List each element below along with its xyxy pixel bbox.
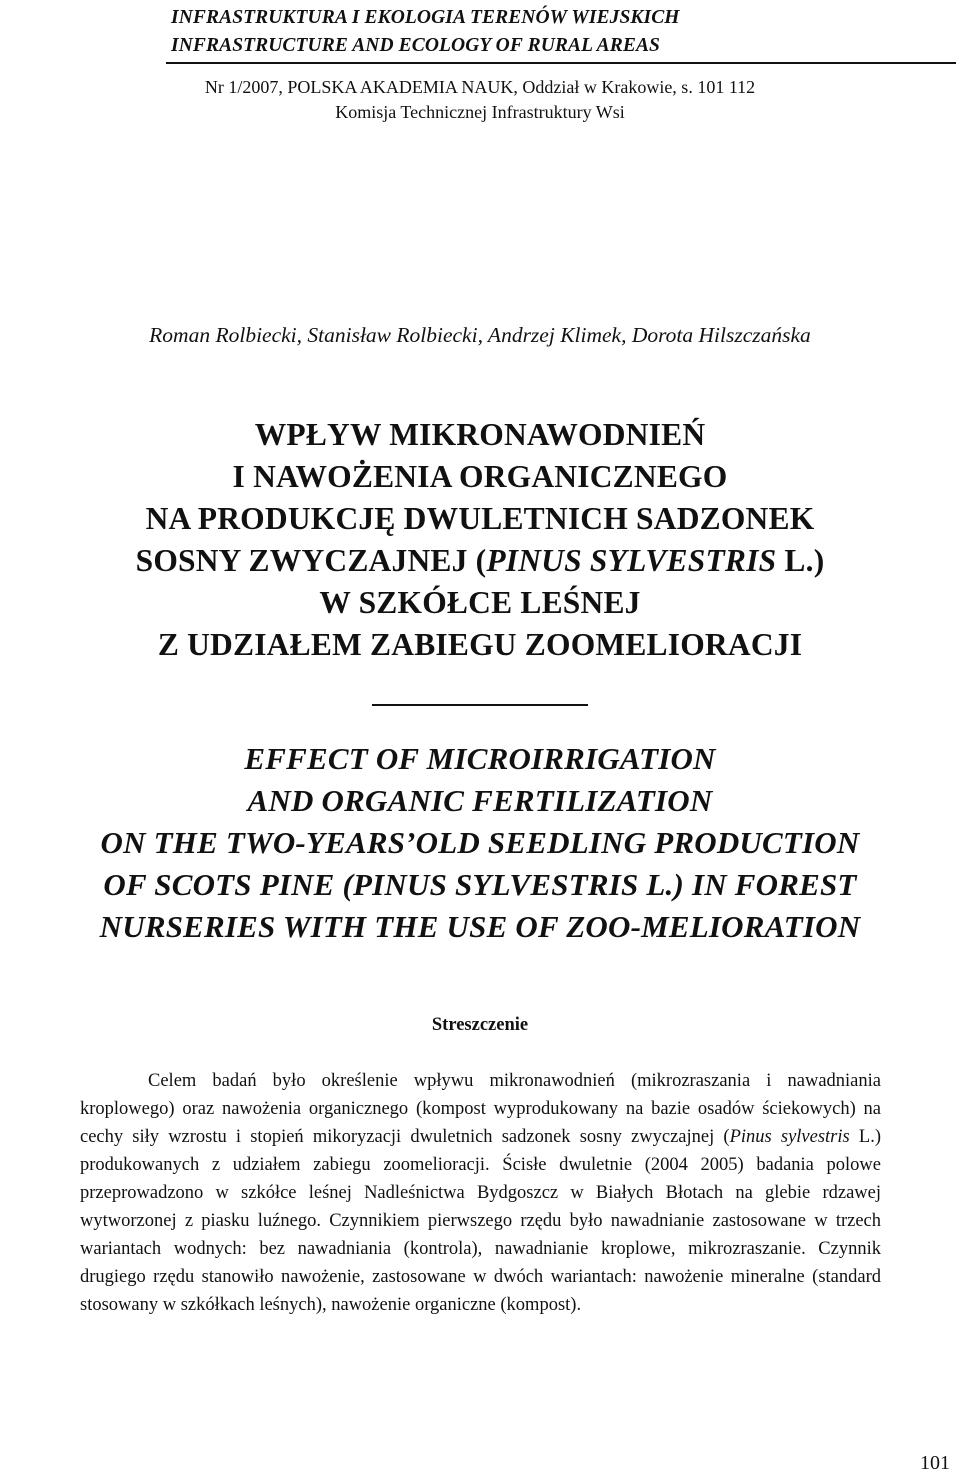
title-pl-line: Z UDZIAŁEM ZABIEGU ZOOMELIORACJI xyxy=(157,627,803,662)
title-pl-line: W SZKÓŁCE LEŚNEJ xyxy=(319,585,641,620)
title-polish xyxy=(0,414,960,666)
title-en-line: ON THE TWO-YEARS’OLD SEEDLING PRODUCTION xyxy=(100,825,860,860)
title-en-line: NURSERIES WITH THE USE OF ZOO-MELIORATION xyxy=(99,909,861,944)
title-pl-line xyxy=(0,540,960,582)
journal-title-pl: INFRASTRUKTURA I EKOLOGIA TERENÓW WIEJSKICH xyxy=(171,7,680,28)
abstract-text: L.) produkowanych z udziałem zabiegu zoomelioracji. Ścisłe dwuletnie (2004 2005) badania polowe przeprowadzono w szkółce leśnej Nadleśnictwa Bydgoszcz w Białych Błotach na glebie rdzawej wytworzonej z piasku luźnego. Czynnikiem pierwszego rzędu było nawadnianie zastosowane w trzech wariantach wodnych: bez nawadniania (kontrola), nawadnianie kroplowe, mikrozraszanie. Czynnik drugiego rzędu stanowiło nawożenie, zastosowane w dwóch wariantach: nawożenie mineralne (standard stosowany w szkółkach leśnych), nawożenie organiczne (kompost). xyxy=(80,1127,881,1315)
title-divider xyxy=(372,704,588,706)
latin-name: Pinus sylvestris xyxy=(729,1127,850,1147)
abstract-text: Celem badań było określenie wpływu mikronawodnień (mikrozraszania i nawadniania kroplowego) oraz nawożenia organicznego (kompost wyprodukowany na bazie osadów ściekowych) na cechy siły wzrostu i stopień mikoryzacji dwuletnich sadzonek sosny zwyczajnej ( xyxy=(80,1071,881,1147)
issue-info: Nr 1/2007, POLSKA AKADEMIA NAUK, Oddział w Krakowie, s. 101 112 xyxy=(204,77,756,97)
title-en-line: OF SCOTS PINE (PINUS SYLVESTRIS L.) IN FOREST xyxy=(103,867,857,902)
title-pl-segment: L.) xyxy=(776,543,825,578)
commission-info: Komisja Technicznej Infrastruktury Wsi xyxy=(335,102,625,122)
title-pl-line: WPŁYW MIKRONAWODNIEŃ xyxy=(254,417,706,452)
title-pl-line: I NAWOŻENIA ORGANICZNEGO xyxy=(232,459,728,494)
title-english xyxy=(0,738,960,948)
abstract-paragraph xyxy=(80,1067,881,1319)
title-en-line: EFFECT OF MICROIRRIGATION xyxy=(244,741,716,776)
latin-name: PINUS SYLVESTRIS xyxy=(486,543,777,578)
title-pl-line: NA PRODUKCJĘ DWULETNICH SADZONEK xyxy=(145,501,815,536)
page-number: 101 xyxy=(920,1452,950,1474)
abstract-heading: Streszczenie xyxy=(431,1015,529,1035)
title-pl-segment: SOSNY ZWYCZAJNEJ ( xyxy=(135,543,487,578)
journal-header xyxy=(166,4,956,64)
authors: Roman Rolbiecki, Stanisław Rolbiecki, Andrzej Klimek, Dorota Hilszczańska xyxy=(149,323,811,347)
header-rule xyxy=(166,62,956,64)
abstract-body xyxy=(80,1067,881,1319)
journal-title-en: INFRASTRUCTURE AND ECOLOGY OF RURAL AREAS xyxy=(171,35,661,56)
title-en-line: AND ORGANIC FERTILIZATION xyxy=(247,783,713,818)
